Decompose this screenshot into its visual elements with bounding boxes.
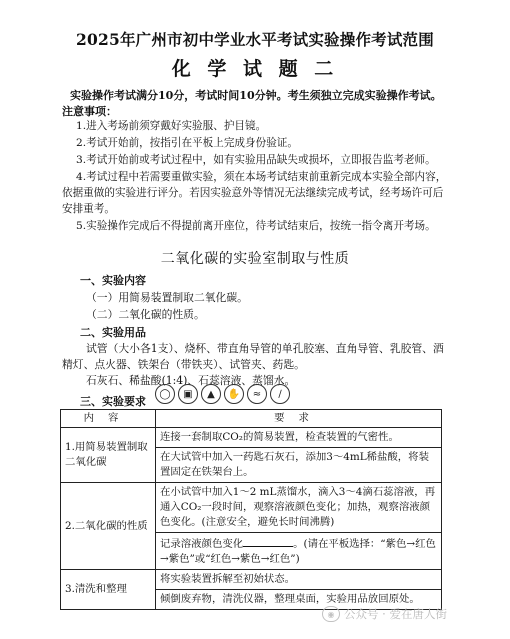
requirements-table <box>60 409 442 610</box>
watermark-text: 公众号 · 爱在唐人街 <box>344 607 447 621</box>
fume-icon: ≈ <box>247 384 267 404</box>
experiment-title: 二氧化碳的实验室制取与性质 <box>160 251 350 267</box>
note-item: 3.考试开始前或考试过程中，如有实验用品缺失或损坏，立即报告监考老师。 <box>76 154 436 166</box>
note-item: 5.实验操作完成后不得提前离开座位，待考试结束后，按统一指令离开考场。 <box>76 220 436 232</box>
table-row <box>61 570 442 590</box>
page-title: 2025年广州市初中学业水平考试实验操作考试范围 <box>76 30 434 49</box>
row-name: 3.清洗和整理 <box>61 570 156 610</box>
answer-blank <box>243 535 293 547</box>
goggles-icon: ◯ <box>155 384 175 404</box>
record-label: 记录溶液颜色变化 <box>160 538 244 550</box>
table-row <box>61 483 442 533</box>
note-item: 4.考试过程中若需要重做实验，须在本场考试结束前重新完成本实验全部内容， <box>76 171 447 183</box>
record-hint: 。(请在平板选择：“紫色→红色→紫色”或“红色→紫色→红色”) <box>160 538 436 565</box>
safety-icons <box>155 384 290 404</box>
wechat-logo-icon: ◉ <box>322 606 340 622</box>
note-item: 2.考试开始前，按指引在平板上完成身份验证。 <box>76 137 298 149</box>
content-item: （二）二氧化碳的性质。 <box>86 308 205 321</box>
row-requirement-record <box>156 533 442 570</box>
flame-icon: ▲ <box>201 384 221 404</box>
requirements-heading: 三、实验要求 <box>80 395 146 408</box>
column-header-requirements: 要求 <box>156 410 442 428</box>
content-item: （一）用简易装置制取二氧化碳。 <box>86 291 248 304</box>
content-heading: 一、实验内容 <box>80 274 146 287</box>
row-requirement: 连接一套制取CO₂的简易装置，检查装置的气密性。 <box>156 428 442 448</box>
row-requirement: 倾倒废弃物，清洗仪器，整理桌面，实验用品放回原处。 <box>156 590 442 610</box>
supplies-line: 精灯、点火器、铁架台（带铁夹）、试管夹、药匙。 <box>62 358 305 371</box>
notes-heading: 注意事项： <box>62 105 117 118</box>
row-requirement: 将实验装置拆解至初始状态。 <box>156 570 442 590</box>
table-row <box>61 428 442 448</box>
table-header-row <box>61 410 442 428</box>
lab-coat-icon: ▣ <box>178 384 198 404</box>
row-requirement: 在小试管中加入1～2 mL蒸馏水，滴入3～4滴石蕊溶液，再通入CO₂一段时间，观察溶液颜色变化；加热，观察溶液颜色变化。(注意安全，避免长时间沸腾) <box>156 483 442 533</box>
column-header-content: 内容 <box>61 410 156 428</box>
supplies-line: 试管（大小各1支）、烧杯、带直角导管的单孔胶塞、直角导管、乳胶管、酒 <box>86 342 444 355</box>
exam-intro: 实验操作考试满分10分，考试时间10分钟。考生须独立完成实验操作考试。 <box>70 89 442 102</box>
row-requirement: 在大试管中加入一药匙石灰石，添加3～4mL稀盐酸，将装置固定在铁架台上。 <box>156 448 442 483</box>
watermark <box>322 606 447 622</box>
note-item: 1.进入考场前须穿戴好实验服、护目镜。 <box>76 120 267 132</box>
hand-wash-icon: ✋ <box>224 384 244 404</box>
supplies-heading: 二、实验用品 <box>80 326 146 339</box>
sharp-icon: ∕ <box>270 384 290 404</box>
row-name: 1.用简易装置制取二氧化碳 <box>61 428 156 483</box>
supplies-line: 石灰石、稀盐酸(1:4)、石蕊溶液、蒸馏水。 <box>86 374 296 387</box>
page-subtitle: 化 学 试 题 二 <box>171 58 339 80</box>
row-name: 2.二氧化碳的性质 <box>61 483 156 570</box>
note-item: 安排重考。 <box>62 203 115 215</box>
note-item: 依据重做的实验进行评分。若因实验意外等情况无法继续完成考试，经考场许可后 <box>62 187 444 199</box>
